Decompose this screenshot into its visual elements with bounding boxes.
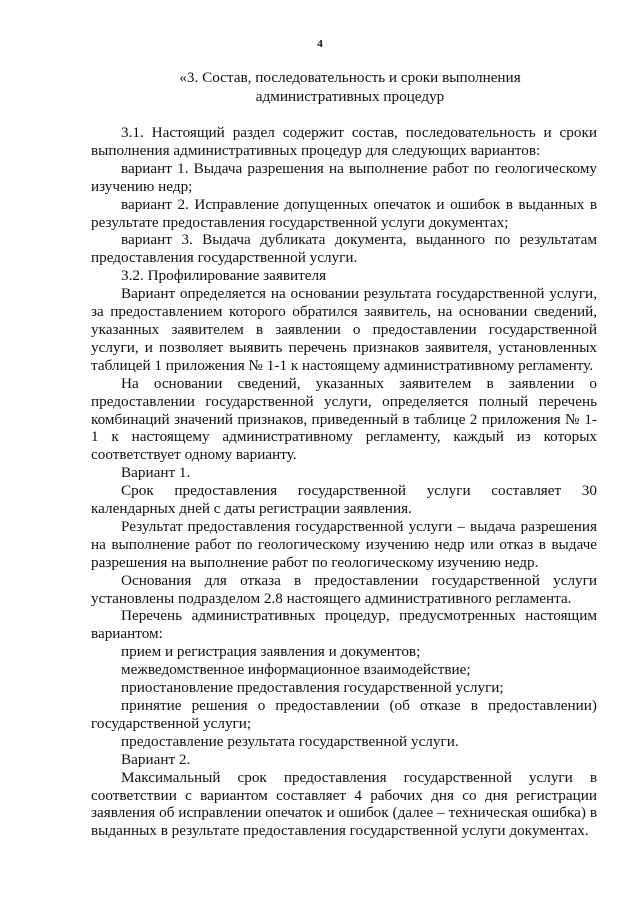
list-item-reception: прием и регистрация заявления и документов; [121,643,421,661]
paragraph-variant-2-heading: Вариант 2. [121,750,191,768]
section-heading-line-2: административных процедур [255,88,445,105]
page-number: 4 [317,38,323,50]
paragraph-procedures-list-intro: Перечень административных процедур, предусмотренных настоящим вариантом: [91,607,597,643]
section-body [91,124,597,840]
paragraph-variant-1-heading: Вариант 1. [121,464,191,482]
paragraph-variant-3-item: вариант 3. Выдача дубликата документа, выданного по результатам предоставления государственной услуги. [91,231,597,267]
list-item-suspension: приостановление предоставления государственной услуги; [121,679,504,697]
paragraph-variant-2-term: Максимальный срок предоставления государственной услуги в соответствии с вариантом составляет 4 рабочих дня со дня регистрации заявления об исправлении опечаток и ошибок (далее – техническая ошибка) в выданных в результате предоставления государственной услуги документах. [91,768,597,840]
section-heading-line-1: «3. Состав, последовательность и сроки выполнения [179,69,521,86]
list-item-interagency: межведомственное информационное взаимодействие; [121,661,471,679]
paragraph-variant-1-item: вариант 1. Выдача разрешения на выполнение работ по геологическому изучению недр; [91,159,597,195]
paragraph-combinations-text: На основании сведений, указанных заявителем в заявлении о предоставлении государственной услуги, определяется полный перечень комбинаций значений признаков, приведенный в таблице 2 приложения № 1-1 к настоящему административному регламенту, каждый из которых соответствует одному варианту. [91,374,597,464]
list-item-result-delivery: предоставление результата государственной услуги. [121,732,459,750]
paragraph-3-2-heading: 3.2. Профилирование заявителя [121,267,327,285]
paragraph-variant-1-term: Срок предоставления государственной услуги составляет 30 календарных дней с даты регистрации заявления. [91,482,597,518]
paragraph-profiling-text: Вариант определяется на основании результата государственной услуги, за предоставлением которого обратился заявитель, на основании сведений, указанных заявителем в заявлении о предоставлении государственной услуги, и позволяет выявить перечень признаков заявителя, установленных таблицей 1 приложения № 1-1 к настоящему административному регламенту. [91,285,597,374]
paragraph-variant-2-item: вариант 2. Исправление допущенных опечаток и ошибок в выданных в результате предоставления государственной услуги документах; [91,195,597,231]
section-heading [60,68,640,106]
list-item-decision: принятие решения о предоставлении (об отказе в предоставлении) государственной услуги; [91,697,597,732]
paragraph-variant-1-result: Результат предоставления государственной услуги – выдача разрешения на выполнение работ по геологическому изучению недр или отказ в выдаче разрешения на выполнение работ по геологическому изучению недр. [91,517,597,571]
paragraph-3-1-intro: 3.1. Настоящий раздел содержит состав, последовательность и сроки выполнения административных процедур для следующих вариантов: [91,124,597,159]
paragraph-refusal-grounds: Основания для отказа в предоставлении государственной услуги установлены подразделом 2.8 настоящего административного регламента. [91,571,597,607]
